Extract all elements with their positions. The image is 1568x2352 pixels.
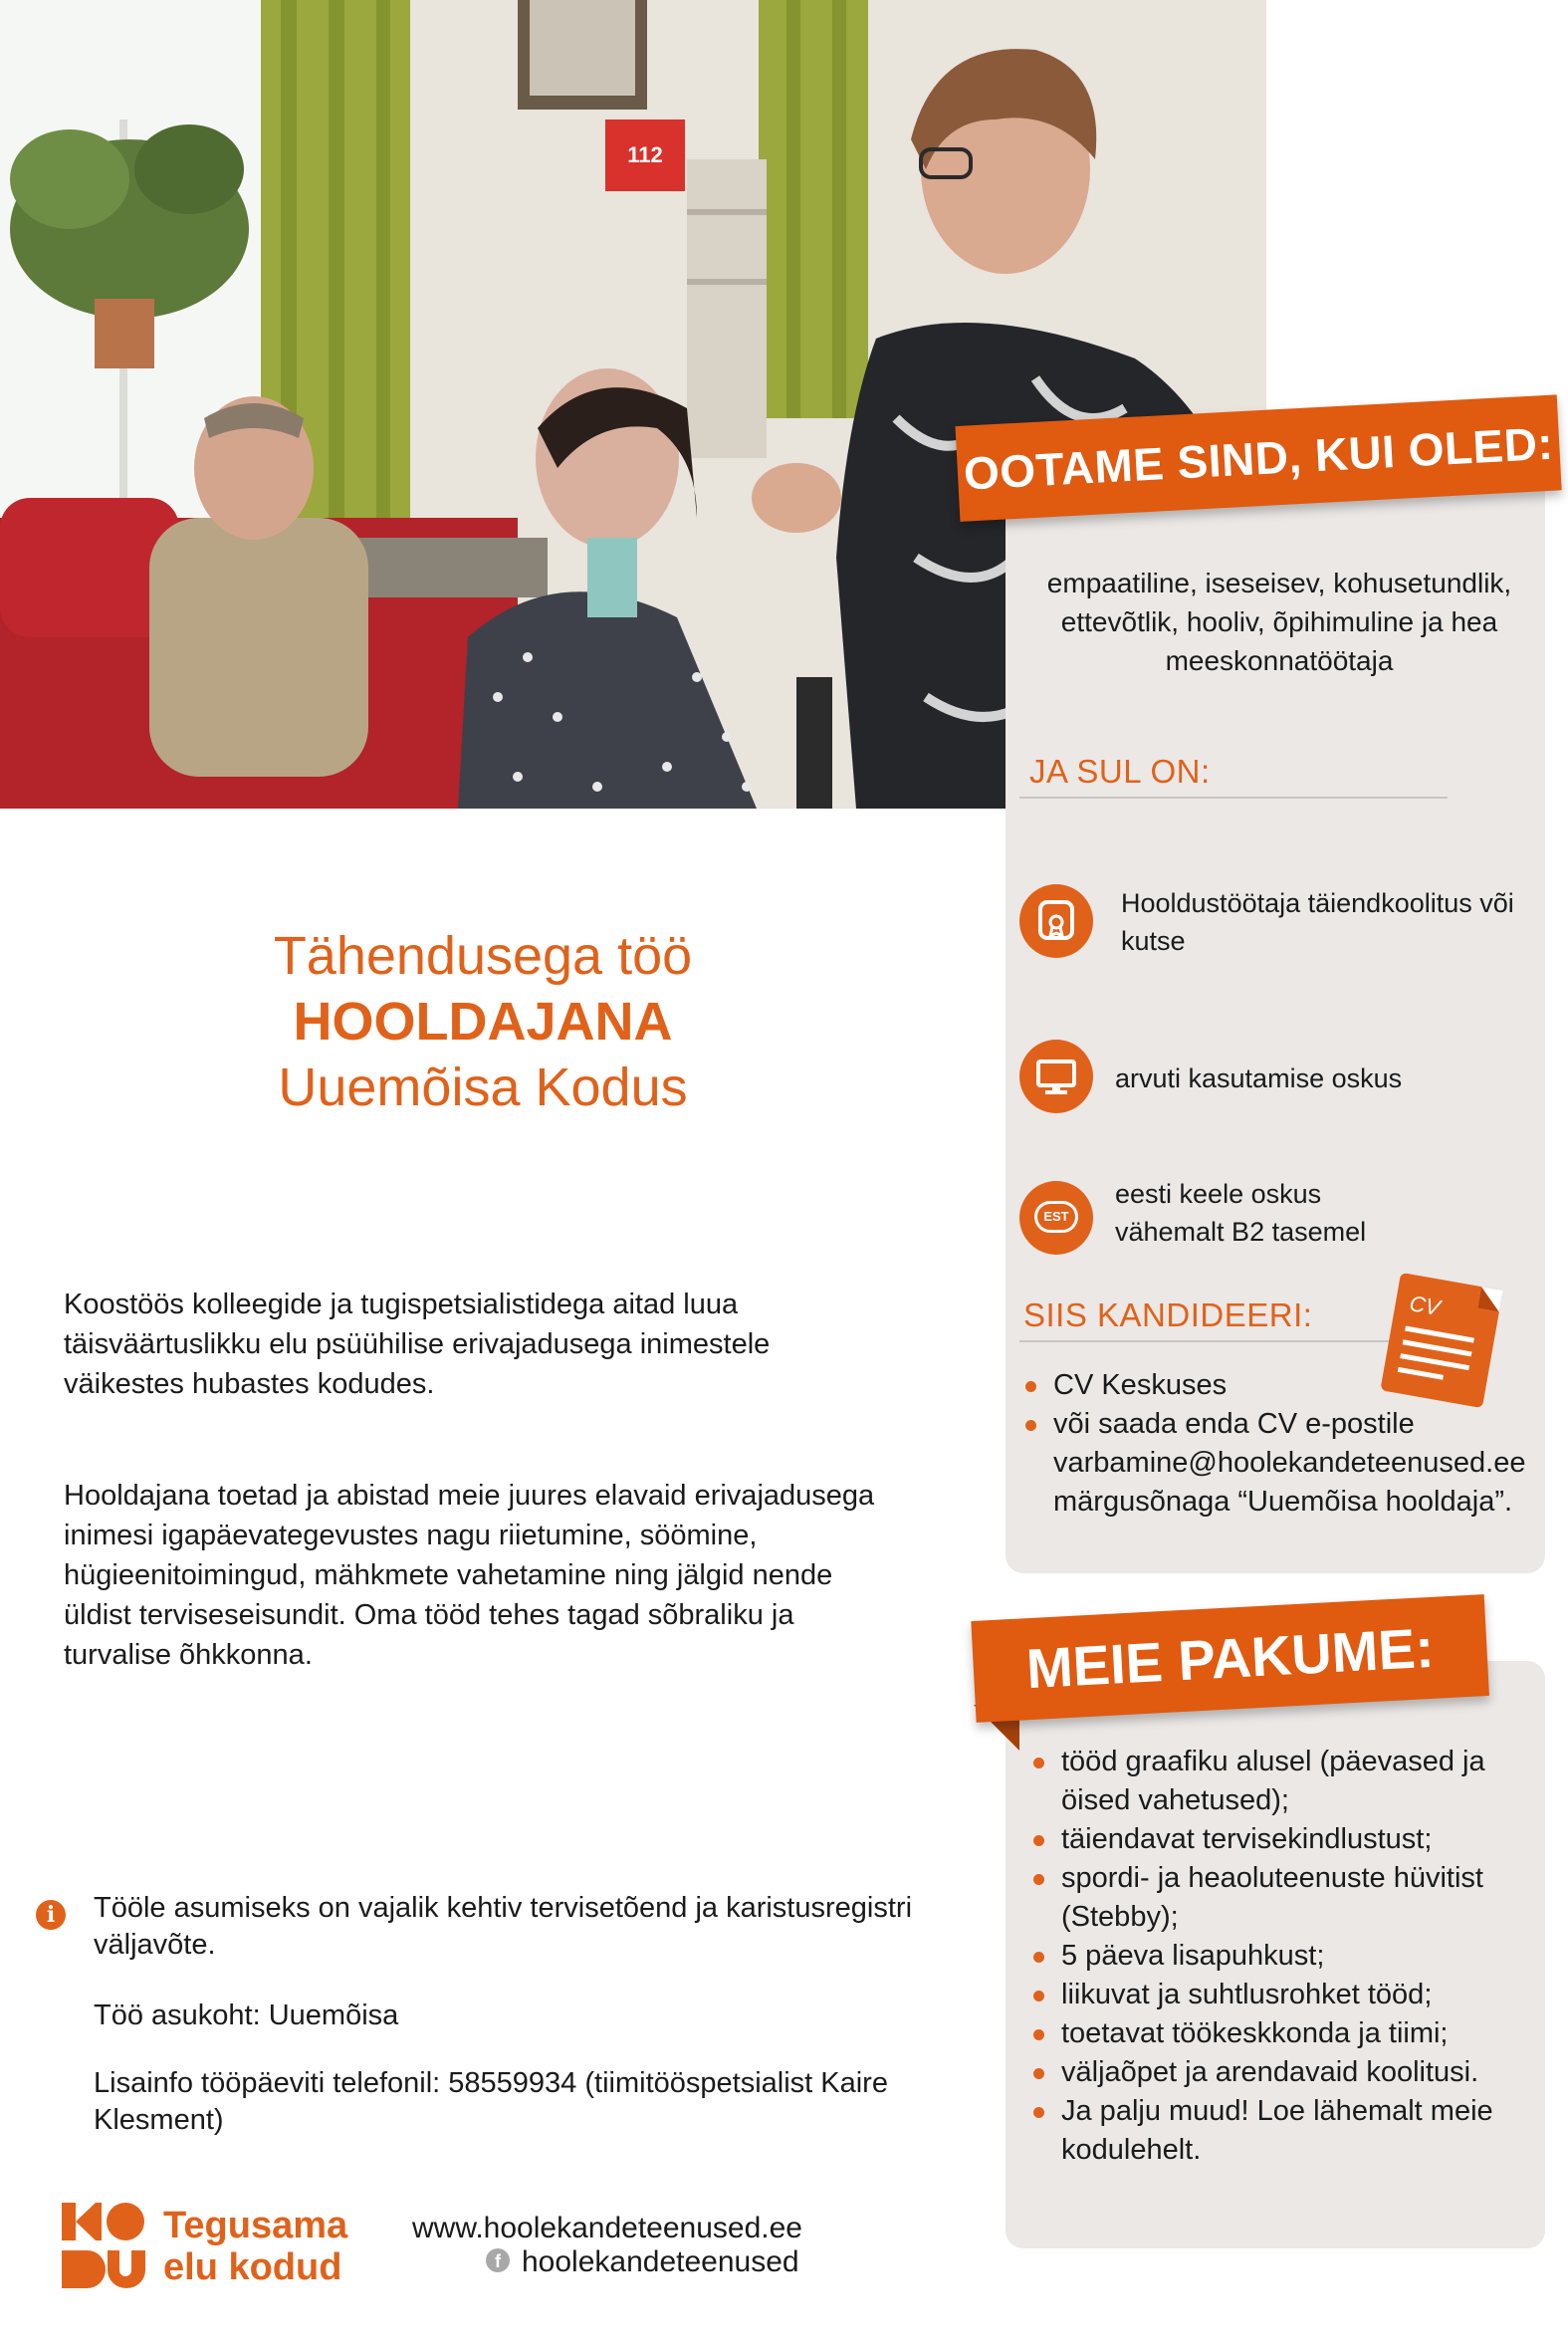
apply-list	[1023, 1366, 1541, 1522]
intro-paragraph-1: Koostöös kolleegide ja tugispetsialistidega aitad luua täisväärtuslikku elu psüühilise erivajadusega inimestele väikestes hubastes kodudes.	[64, 1289, 771, 1400]
facebook-icon: f	[486, 2248, 510, 2272]
logo-text	[163, 2205, 347, 2288]
requirements-banner: OOTAME SIND, KUI OLED:	[955, 394, 1561, 522]
hero-title-line3: Uuemõisa Kodus	[278, 1058, 688, 1117]
have-divider	[1019, 797, 1448, 799]
logo-mark-icon	[62, 2203, 145, 2288]
offer-item: täiendavat tervisekindlustust;	[1031, 1820, 1529, 1859]
info-contact: Lisainfo tööpäeviti telefonil: 58559934 (tiimitööspetsialist Kaire Klesment)	[94, 2067, 888, 2136]
offer-item: spordi- ja heaoluteenuste hüvitist (Stebby);	[1031, 1859, 1529, 1937]
offer-banner: MEIE PAKUME:	[971, 1594, 1489, 1723]
facebook-link[interactable]: hoolekandeteenused	[522, 2245, 799, 2278]
computer-icon	[1019, 1040, 1093, 1113]
apply-divider	[1019, 1340, 1398, 1342]
offer-item: liikuvat ja suhtlusrohket tööd;	[1031, 1976, 1529, 2014]
requirement-2-text: arvuti kasutamise oskus	[1115, 1063, 1403, 1093]
logo-line-2: elu kodud	[163, 2246, 342, 2288]
certificate-icon	[1019, 884, 1093, 958]
language-icon	[1019, 1181, 1093, 1255]
offer-item: tööd graafiku alusel (päevased ja öised vahetused);	[1031, 1743, 1529, 1820]
apply-item-email: või saada enda CV e-postile varbamine@hoolekandeteenused.ee märgusõnaga “Uuemõisa hooldaja”.	[1023, 1405, 1541, 1522]
requirement-1-text: Hooldustöötaja täiendkoolitus või kutse	[1121, 888, 1514, 956]
info-icon: i	[36, 1900, 66, 1930]
language-icon-label: EST	[1034, 1201, 1078, 1233]
photo-sign-text: 112	[627, 142, 663, 167]
apply-heading: SIIS KANDIDEERI:	[1023, 1296, 1313, 1333]
website-link[interactable]: www.hoolekandeteenused.ee	[412, 2212, 802, 2244]
intro-paragraph-2: Hooldajana toetad ja abistad meie juures elavaid erivajadusega inimesi igapäevategevustes nagu riietumine, söömine, hügieenitoimingud, mähkmete vahetamine ning jälgid nende üldist terviseseisundit. Oma tööd tehes tagad sõbraliku ja turvalise õhkkonna.	[64, 1480, 875, 1671]
apply-item-cv-keskus: CV Keskuses	[1023, 1366, 1541, 1405]
offer-item: Ja palju muud! Loe lähemalt meie kodulehelt.	[1031, 2092, 1529, 2170]
info-requirement: Tööle asumiseks on vajalik kehtiv tervisetõend ja karistusregistri väljavõte.	[94, 1892, 913, 1961]
offer-item: väljaõpet ja arendavaid koolitusi.	[1031, 2053, 1529, 2092]
offer-item: 5 päeva lisapuhkust;	[1031, 1937, 1529, 1976]
offer-list	[1031, 1743, 1529, 2170]
qualities-text: empaatiline, iseseisev, kohusetundlik, ettevõtlik, hooliv, õpihimuline ja hea meeskonnatöötaja	[1046, 568, 1512, 676]
logo-line-1: Tegusama	[163, 2205, 348, 2246]
info-location: Töö asukoht: Uuemõisa	[94, 1999, 399, 2031]
requirement-3-text: eesti keele oskus vähemalt B2 tasemel	[1115, 1179, 1367, 1247]
hero-title-line1: Tähendusega töö	[273, 926, 693, 986]
cv-icon-label: CV	[1407, 1291, 1443, 1320]
have-heading: JA SUL ON:	[1029, 753, 1211, 790]
hero-title	[189, 924, 777, 1119]
offer-item: toetavat töökeskkonda ja tiimi;	[1031, 2014, 1529, 2053]
hero-title-line2: HOOLDAJANA	[293, 992, 673, 1052]
